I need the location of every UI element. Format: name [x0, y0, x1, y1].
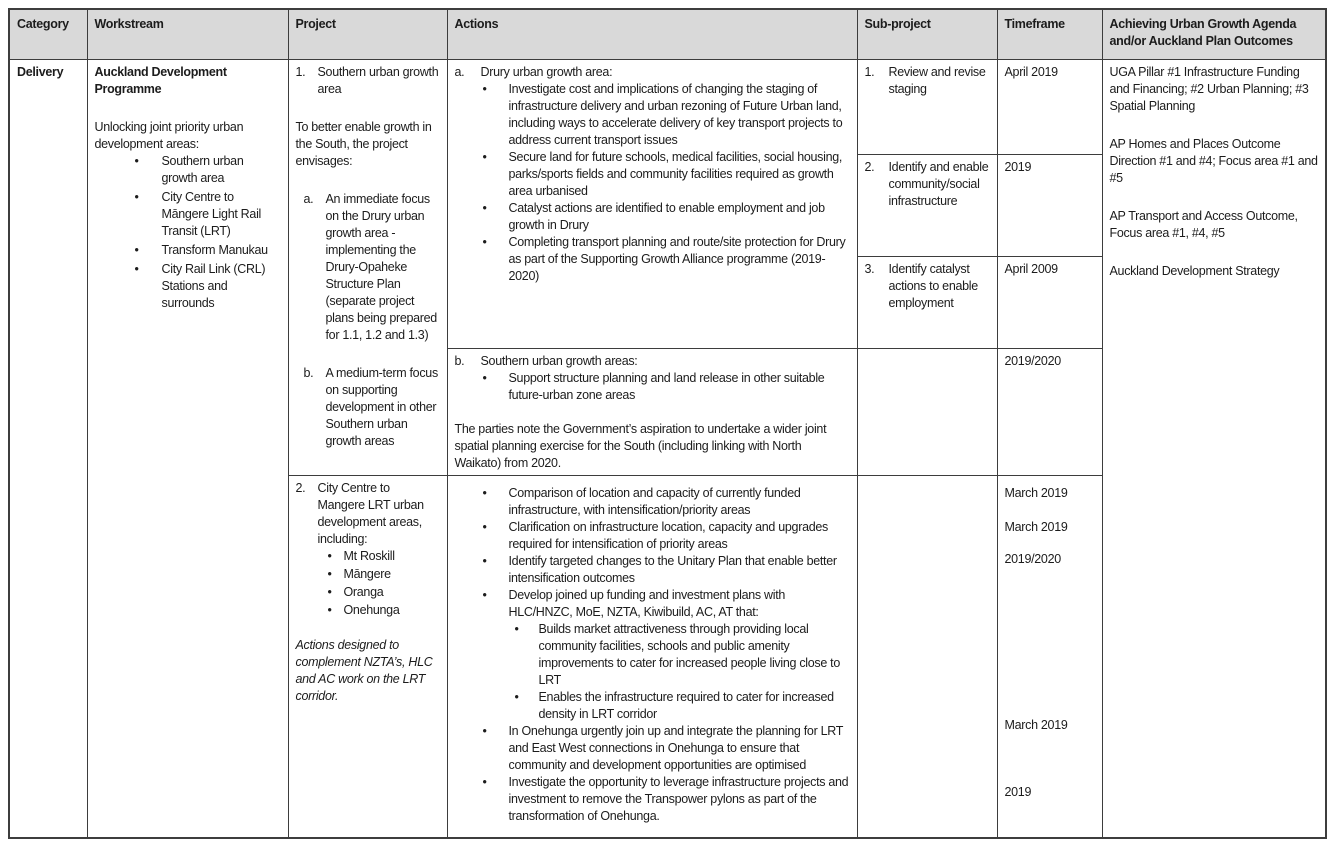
timeframe-cell-1: [997, 59, 1102, 154]
programme-table: [8, 8, 1327, 839]
subproject-text: Review and revise staging: [888, 64, 986, 96]
col-header-actions: Actions: [447, 9, 857, 59]
workstream-bullet-text: City Rail Link (CRL) Stations and surrounds: [161, 261, 266, 310]
bullet-marker: •: [482, 723, 487, 738]
project2-note: Actions designed to complement NZTA’s, HLC and AC work on the LRT corridor.: [295, 637, 433, 703]
bullet-marker: •: [134, 242, 139, 257]
subproject-item: [865, 159, 990, 210]
actions-bullet-text: Completing transport planning and route/site protection for Drury as part of the Supporting Growth Alliance programme (2019-2020): [508, 234, 846, 283]
col-header-subproject: Sub-project: [857, 9, 997, 59]
project-item-title: Southern urban growth area: [317, 64, 439, 96]
category-cell: [9, 59, 87, 838]
project-sub-item-b: [296, 365, 440, 450]
actions-bullet-item: [455, 234, 850, 285]
project2-bullet-text: Onehunga: [343, 602, 400, 617]
project2-bullet-text: Oranga: [343, 584, 384, 599]
item-letter: a.: [454, 64, 465, 79]
project2-bullet-item: [296, 602, 440, 619]
header-row: [9, 9, 1326, 59]
subproject-item: [865, 64, 990, 98]
workstream-bullet-text: Southern urban growth area: [161, 153, 244, 185]
actions-bullet-item: [455, 200, 850, 234]
actions-bullet-item: [455, 370, 850, 404]
actions-bullet-text: Identify targeted changes to the Unitary Plan that enable better intensification outcomes: [508, 553, 837, 585]
project-sub-item-a: [296, 191, 440, 344]
actions-bullet-text: Clarification on infrastructure location, capacity and upgrades required for intensification of priority areas: [508, 519, 828, 551]
workstream-cell: [87, 59, 288, 838]
bullet-marker: •: [482, 553, 487, 568]
subproject-text: Identify and enable community/social infrastructure: [888, 159, 989, 208]
bullet-marker: •: [327, 584, 332, 599]
project-item-1: [296, 64, 440, 98]
workstream-intro: Unlocking joint priority urban development areas:: [94, 119, 244, 151]
actions-bullet-item: [455, 149, 850, 200]
bullet-marker: •: [482, 234, 487, 249]
actions-bullet-text: Secure land for future schools, medical facilities, social housing, parks/sports fields and community facilities required as growth area urbanised: [508, 149, 843, 198]
col-header-achieving: Achieving Urban Growth Agenda and/or Auckland Plan Outcomes: [1102, 9, 1326, 59]
timeframe-value: April 2009: [1004, 261, 1058, 276]
subproject-cell-3: [857, 256, 997, 348]
bullet-marker: •: [327, 548, 332, 563]
timeframe-value: March 2019: [1004, 717, 1068, 732]
item-letter: b.: [303, 365, 314, 380]
actions-cell-c: [447, 475, 857, 838]
actions-bullet-item: [455, 723, 850, 774]
timeframe-value: March 2019: [1004, 485, 1068, 500]
project-item-2: [296, 480, 440, 548]
actions-cell-b: [447, 348, 857, 475]
item-number: 1.: [295, 64, 306, 79]
actions-bullet-item: [455, 519, 850, 553]
timeframe-value: 2019: [1004, 784, 1032, 799]
actions-bullet-text: Support structure planning and land release in other suitable future-urban zone areas: [508, 370, 825, 402]
workstream-bullet-item: [95, 261, 281, 312]
bullet-marker: •: [327, 566, 332, 581]
actions-sub-bullet-item: [455, 621, 850, 689]
actions-bullet-text: Catalyst actions are identified to enable employment and job growth in Drury: [508, 200, 825, 232]
subproject-cell-4-empty: [857, 348, 997, 475]
actions-heading-text: Southern urban growth areas:: [480, 353, 638, 368]
actions-bullet-text: Investigate cost and implications of changing the staging of infrastructure delivery and urban rezoning of Future Urban land, including ways to accelerate delivery of key transport projects to address current transport issues: [508, 81, 843, 147]
category-value: Delivery: [17, 64, 64, 79]
bullet-marker: •: [134, 189, 139, 204]
project2-bullet-item: [296, 566, 440, 583]
actions-sub-bullet-text: Enables the infrastructure required to cater for increased density in LRT corridor: [538, 689, 834, 721]
actions-bullet-text: In Onehunga urgently join up and integrate the planning for LRT and East West connections in Onehunga to ensure that community and development opportunities are optimised: [508, 723, 843, 772]
timeframe-cell-3: [997, 256, 1102, 348]
body-row-1: [9, 59, 1326, 154]
bullet-marker: •: [482, 587, 487, 602]
workstream-bullet-text: Transform Manukau: [161, 242, 268, 257]
bullet-marker: •: [514, 621, 519, 636]
achieving-paragraph: Auckland Development Strategy: [1109, 263, 1280, 278]
col-header-category: Category: [9, 9, 87, 59]
workstream-bullet-item: [95, 189, 281, 240]
actions-heading-a: [455, 64, 850, 81]
actions-bullet-text: Investigate the opportunity to leverage infrastructure projects and investment to remove the Transpower pylons as part of the transformation of Onehunga.: [508, 774, 849, 823]
actions-sub-bullet-text: Builds market attractiveness through providing local community facilities, schools and public amenity improvements to cater for increased people living close to LRT: [538, 621, 841, 687]
project2-bullet-text: Mt Roskill: [343, 548, 395, 563]
bullet-marker: •: [482, 149, 487, 164]
timeframe-value: 2019/2020: [1004, 353, 1061, 368]
project-sub-text: An immediate focus on the Drury urban growth area - implementing the Drury-Opaheke Structure Plan (separate project plans being prepared for 1.1, 1.2 and 1.3): [325, 191, 437, 342]
project-cell-1: [288, 59, 447, 475]
achieving-cell: [1102, 59, 1326, 838]
achieving-paragraph: AP Transport and Access Outcome, Focus area #1, #4, #5: [1109, 208, 1298, 240]
project2-bullet-item: [296, 584, 440, 601]
item-number: 3.: [864, 261, 875, 276]
timeframe-value: April 2019: [1004, 64, 1058, 79]
item-number: 2.: [295, 480, 306, 495]
bullet-marker: •: [482, 519, 487, 534]
subproject-cell-1: [857, 59, 997, 154]
project2-bullet-item: [296, 548, 440, 565]
project-item-title: City Centre to Mangere LRT urban development areas, including:: [317, 480, 424, 546]
item-letter: b.: [454, 353, 465, 368]
col-header-project: Project: [288, 9, 447, 59]
project-sub-text: A medium-term focus on supporting development in other Southern urban growth areas: [325, 365, 438, 448]
bullet-marker: •: [327, 602, 332, 617]
subproject-cell-2: [857, 154, 997, 256]
workstream-bullet-item: [95, 242, 281, 259]
actions-sub-bullet-item: [455, 689, 850, 723]
bullet-marker: •: [514, 689, 519, 704]
achieving-paragraph: AP Homes and Places Outcome Direction #1 and #4; Focus area #1 and #5: [1109, 136, 1318, 185]
bullet-marker: •: [134, 261, 139, 276]
actions-heading-text: Drury urban growth area:: [480, 64, 613, 79]
timeframe-value: 2019: [1004, 159, 1032, 174]
timeframe-cell-5: [997, 475, 1102, 838]
col-header-workstream: Workstream: [87, 9, 288, 59]
actions-bullet-text: Develop joined up funding and investment plans with HLC/HNZC, MoE, NZTA, Kiwibuild, AC, AT that:: [508, 587, 786, 619]
item-number: 2.: [864, 159, 875, 174]
item-number: 1.: [864, 64, 875, 79]
subproject-text: Identify catalyst actions to enable employment: [888, 261, 978, 310]
actions-bullet-item: [455, 485, 850, 519]
project-cell-2: [288, 475, 447, 838]
actions-bullet-item: [455, 587, 850, 621]
project2-bullet-text: Māngere: [343, 566, 391, 581]
subproject-cell-5-empty: [857, 475, 997, 838]
col-header-timeframe: Timeframe: [997, 9, 1102, 59]
project-intro: To better enable growth in the South, the project envisages:: [295, 119, 432, 168]
actions-heading-b: [455, 353, 850, 370]
actions-cell-a: [447, 59, 857, 348]
workstream-title: Auckland Development Programme: [94, 64, 227, 96]
subproject-item: [865, 261, 990, 312]
bullet-marker: •: [134, 153, 139, 168]
item-letter: a.: [303, 191, 314, 206]
timeframe-cell-2: [997, 154, 1102, 256]
achieving-paragraph: UGA Pillar #1 Infrastructure Funding and Financing; #2 Urban Planning; #3 Spatial Planning: [1109, 64, 1309, 113]
actions-bullet-item: [455, 81, 850, 149]
bullet-marker: •: [482, 81, 487, 96]
actions-note: The parties note the Government’s aspiration to undertake a wider joint spatial planning exercise for the South (including linking with North Waikato) from 2020.: [454, 421, 827, 470]
workstream-bullet-text: City Centre to Māngere Light Rail Transit (LRT): [161, 189, 262, 238]
timeframe-value: 2019/2020: [1004, 551, 1061, 566]
bullet-marker: •: [482, 485, 487, 500]
actions-bullet-text: Comparison of location and capacity of currently funded infrastructure, with intensification/priority areas: [508, 485, 801, 517]
actions-bullet-item: [455, 774, 850, 825]
bullet-marker: •: [482, 370, 487, 385]
timeframe-value: March 2019: [1004, 519, 1068, 534]
actions-bullet-item: [455, 553, 850, 587]
workstream-bullet-item: [95, 153, 281, 187]
bullet-marker: •: [482, 200, 487, 215]
bullet-marker: •: [482, 774, 487, 789]
timeframe-cell-4: [997, 348, 1102, 475]
